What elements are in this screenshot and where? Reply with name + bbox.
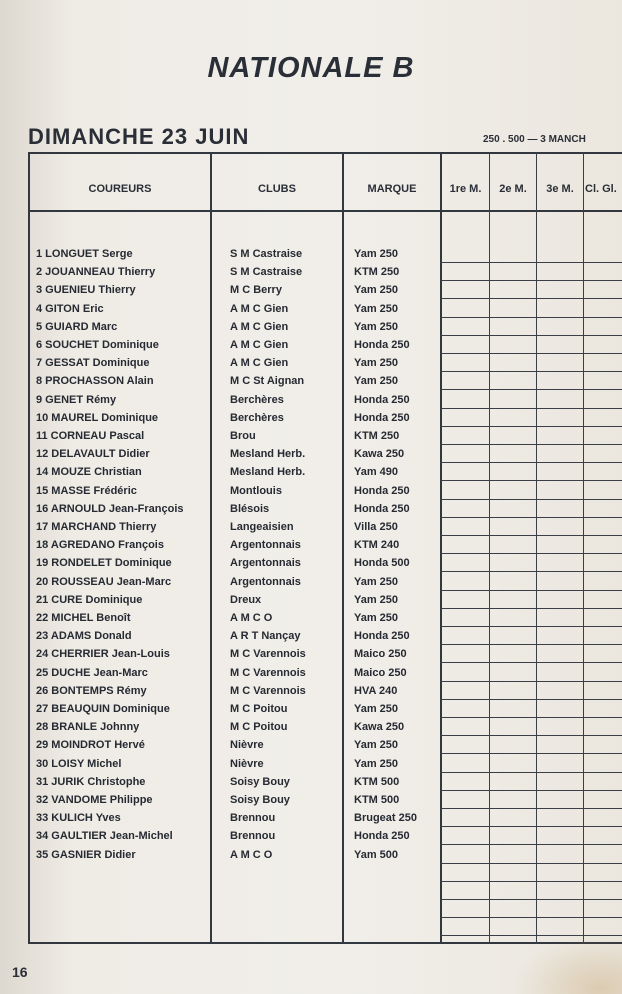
club-name: M C Varennois bbox=[230, 648, 306, 661]
result-grid-line bbox=[440, 826, 622, 827]
table-row bbox=[0, 303, 440, 321]
bike-make: Yam 490 bbox=[354, 466, 399, 479]
rider-name: 24 CHERRIER Jean-Louis bbox=[36, 648, 170, 661]
result-grid-line bbox=[440, 863, 622, 864]
club-name: Soisy Bouy bbox=[230, 775, 290, 788]
club-name: A R T Nançay bbox=[230, 630, 301, 643]
table-row bbox=[0, 703, 440, 721]
col-divider-make bbox=[440, 152, 442, 944]
club-name: S M Castraise bbox=[230, 266, 303, 279]
result-grid-line bbox=[440, 844, 622, 845]
result-grid-line bbox=[440, 353, 622, 354]
rider-name: 34 GAULTIER Jean-Michel bbox=[36, 830, 173, 843]
table-row bbox=[0, 430, 440, 448]
rider-name: 26 BONTEMPS Rémy bbox=[36, 684, 147, 697]
rider-name: 23 ADAMS Donald bbox=[36, 630, 132, 643]
rider-name: 19 RONDELET Dominique bbox=[36, 557, 172, 570]
club-name: A M C Gien bbox=[230, 302, 289, 315]
rider-name: 16 ARNOULD Jean-François bbox=[36, 502, 184, 515]
result-grid-line bbox=[440, 280, 622, 281]
bike-make: Yam 250 bbox=[354, 248, 399, 260]
club-name: A M C Gien bbox=[230, 357, 289, 370]
bike-make: Honda 250 bbox=[354, 830, 410, 843]
club-name: Langeaisien bbox=[230, 521, 294, 533]
table-row bbox=[0, 375, 440, 393]
result-grid-line bbox=[440, 462, 622, 463]
result-grid-line bbox=[440, 662, 622, 663]
bike-make: KTM 500 bbox=[354, 775, 400, 788]
header-divider bbox=[28, 210, 622, 212]
header-make: MARQUE bbox=[367, 183, 417, 195]
club-name: Argentonnais bbox=[230, 539, 301, 552]
bike-make: Kawa 250 bbox=[354, 721, 405, 734]
rider-name: 21 CURE Dominique bbox=[36, 593, 143, 606]
rider-name: 17 MARCHAND Thierry bbox=[36, 521, 157, 533]
table-row bbox=[0, 612, 440, 630]
club-name: M C Varennois bbox=[230, 666, 306, 679]
table-row bbox=[0, 284, 440, 302]
header-overall: Cl. Gl. bbox=[585, 183, 617, 195]
club-name: Brennou bbox=[230, 830, 276, 843]
table-row bbox=[0, 466, 440, 484]
club-name: A M C O bbox=[230, 612, 273, 624]
result-grid-line bbox=[440, 772, 622, 773]
club-name: Berchères bbox=[230, 393, 284, 406]
bike-make: Honda 250 bbox=[354, 484, 410, 497]
event-date: DIMANCHE 23 JUIN bbox=[28, 124, 250, 149]
result-grid-line bbox=[440, 899, 622, 900]
bike-make: Yam 250 bbox=[354, 612, 399, 624]
header-heat3: 3e M. bbox=[546, 183, 574, 195]
result-grid-line bbox=[440, 608, 622, 609]
bike-make: Honda 250 bbox=[354, 630, 410, 643]
bike-make: KTM 250 bbox=[354, 266, 400, 279]
bike-make: Yam 250 bbox=[354, 739, 399, 752]
club-name: Mesland Herb. bbox=[230, 448, 306, 461]
result-grid-line bbox=[440, 790, 622, 791]
table-row bbox=[0, 576, 440, 594]
rider-name: 5 GUIARD Marc bbox=[36, 320, 118, 333]
club-name: M C Varennois bbox=[230, 684, 306, 697]
club-name: Montlouis bbox=[230, 484, 282, 497]
result-grid-line bbox=[440, 517, 622, 518]
result-grid-line bbox=[440, 753, 622, 754]
col-divider-heat3 bbox=[583, 152, 584, 944]
result-grid-line bbox=[440, 317, 622, 318]
result-grid-line bbox=[440, 644, 622, 645]
rider-name: 10 MAUREL Dominique bbox=[36, 411, 159, 424]
rider-name: 6 SOUCHET Dominique bbox=[36, 339, 159, 351]
table-row bbox=[0, 503, 440, 521]
result-grid-line bbox=[440, 571, 622, 572]
table-row bbox=[0, 776, 440, 794]
bike-make: Kawa 250 bbox=[354, 448, 405, 461]
club-name: Dreux bbox=[230, 593, 262, 606]
result-grid-line bbox=[440, 499, 622, 500]
table-row bbox=[0, 557, 440, 575]
club-name: M C Poitou bbox=[230, 721, 288, 734]
rider-name: 2 JOUANNEAU Thierry bbox=[36, 266, 156, 279]
rider-name: 7 GESSAT Dominique bbox=[36, 357, 150, 370]
table-row bbox=[0, 339, 440, 357]
rider-name: 18 AGREDANO François bbox=[36, 539, 164, 552]
bike-make: HVA 240 bbox=[354, 684, 398, 697]
header-clubs: CLUBS bbox=[258, 183, 296, 195]
rider-name: 15 MASSE Frédéric bbox=[36, 484, 137, 497]
rider-name: 14 MOUZE Christian bbox=[36, 466, 142, 479]
table-row bbox=[0, 630, 440, 648]
bike-make: Villa 250 bbox=[354, 521, 398, 533]
club-name: S M Castraise bbox=[230, 248, 303, 260]
result-grid-line bbox=[440, 444, 622, 445]
club-name: A M C O bbox=[230, 848, 273, 861]
rider-name: 20 ROUSSEAU Jean-Marc bbox=[36, 575, 172, 588]
club-name: A M C Gien bbox=[230, 320, 289, 333]
rider-name: 12 DELAVAULT Didier bbox=[36, 448, 150, 461]
rider-name: 1 LONGUET Serge bbox=[36, 248, 133, 260]
result-grid-line bbox=[440, 389, 622, 390]
result-grid-line bbox=[440, 681, 622, 682]
race-format: 250 . 500 — 3 MANCH bbox=[483, 134, 586, 145]
bike-make: Honda 250 bbox=[354, 393, 410, 406]
table-row bbox=[0, 794, 440, 812]
table-row bbox=[0, 685, 440, 703]
bike-make: Maico 250 bbox=[354, 648, 407, 661]
club-name: Mesland Herb. bbox=[230, 466, 306, 479]
rider-name: 4 GITON Eric bbox=[36, 302, 104, 315]
result-grid-line bbox=[440, 735, 622, 736]
paper-stain bbox=[512, 934, 622, 994]
rider-name: 22 MICHEL Benoît bbox=[36, 612, 131, 624]
result-grid-line bbox=[440, 717, 622, 718]
club-name: Blésois bbox=[230, 502, 270, 515]
rider-name: 11 CORNEAU Pascal bbox=[36, 430, 145, 442]
result-grid-line bbox=[440, 553, 622, 554]
result-grid-line bbox=[440, 335, 622, 336]
rider-name: 25 DUCHE Jean-Marc bbox=[36, 666, 148, 679]
col-divider-heat2 bbox=[536, 152, 537, 944]
bike-make: Yam 250 bbox=[354, 302, 399, 315]
bike-make: KTM 240 bbox=[354, 539, 400, 552]
rider-name: 32 VANDOME Philippe bbox=[36, 794, 153, 806]
bike-make: Brugeat 250 bbox=[354, 812, 417, 825]
rider-name: 35 GASNIER Didier bbox=[36, 848, 136, 861]
club-name: Berchères bbox=[230, 411, 284, 424]
bike-make: Yam 250 bbox=[354, 703, 399, 715]
rider-name: 30 LOISY Michel bbox=[36, 757, 122, 770]
table-row bbox=[0, 412, 440, 430]
table-row bbox=[0, 539, 440, 557]
bike-make: Yam 250 bbox=[354, 357, 399, 370]
club-name: Nièvre bbox=[230, 739, 264, 752]
header-heat2: 2e M. bbox=[499, 183, 527, 195]
club-name: Brennou bbox=[230, 812, 276, 825]
result-grid-line bbox=[440, 535, 622, 536]
result-grid-line bbox=[440, 408, 622, 409]
bike-make: KTM 500 bbox=[354, 794, 400, 806]
club-name: Soisy Bouy bbox=[230, 794, 290, 806]
table-row bbox=[0, 521, 440, 539]
result-grid-line bbox=[440, 590, 622, 591]
result-grid-line bbox=[440, 480, 622, 481]
bike-make: Yam 250 bbox=[354, 575, 399, 588]
page-title: NATIONALE B bbox=[207, 52, 415, 84]
bike-make: Yam 250 bbox=[354, 593, 399, 606]
bike-make: Maico 250 bbox=[354, 666, 407, 679]
rider-name: 27 BEAUQUIN Dominique bbox=[36, 703, 170, 715]
table-row bbox=[0, 321, 440, 339]
club-name: Brou bbox=[230, 430, 256, 442]
club-name: M C Poitou bbox=[230, 703, 288, 715]
table-row bbox=[0, 266, 440, 284]
club-name: Argentonnais bbox=[230, 575, 301, 588]
table-row bbox=[0, 758, 440, 776]
result-grid-line bbox=[440, 881, 622, 882]
table-row bbox=[0, 357, 440, 375]
bike-make: Honda 250 bbox=[354, 339, 410, 351]
table-row bbox=[0, 594, 440, 612]
result-grid-line bbox=[440, 371, 622, 372]
bike-make: Honda 250 bbox=[354, 411, 410, 424]
result-grid-line bbox=[440, 699, 622, 700]
bike-make: Honda 250 bbox=[354, 502, 410, 515]
table-row bbox=[0, 849, 440, 867]
header-heat1: 1re M. bbox=[449, 183, 482, 195]
rider-name: 3 GUENIEU Thierry bbox=[36, 284, 136, 297]
table-row bbox=[0, 248, 440, 266]
col-divider-heat1 bbox=[489, 152, 490, 944]
rider-name: 28 BRANLE Johnny bbox=[36, 721, 140, 734]
table-row bbox=[0, 739, 440, 757]
result-grid-line bbox=[440, 626, 622, 627]
header-riders: COUREURS bbox=[88, 183, 152, 195]
rider-name: 31 JURIK Christophe bbox=[36, 775, 146, 788]
club-name: M C Berry bbox=[230, 284, 282, 297]
club-name: Argentonnais bbox=[230, 557, 301, 570]
club-name: M C St Aignan bbox=[230, 375, 305, 388]
bike-make: Yam 250 bbox=[354, 757, 399, 770]
table-row bbox=[0, 812, 440, 830]
table-row bbox=[0, 667, 440, 685]
bike-make: Yam 250 bbox=[354, 320, 399, 333]
bike-make: Yam 250 bbox=[354, 284, 399, 297]
rider-name: 33 KULICH Yves bbox=[36, 812, 121, 825]
table-row bbox=[0, 830, 440, 848]
table-row bbox=[0, 394, 440, 412]
result-grid-line bbox=[440, 426, 622, 427]
result-grid-line bbox=[440, 298, 622, 299]
page-number: 16 bbox=[12, 964, 28, 980]
table-row bbox=[0, 648, 440, 666]
bike-make: Yam 250 bbox=[354, 375, 399, 388]
result-grid-line bbox=[440, 808, 622, 809]
bike-make: Yam 500 bbox=[354, 848, 399, 861]
bike-make: Honda 500 bbox=[354, 557, 410, 570]
rider-name: 29 MOINDROT Hervé bbox=[36, 739, 145, 752]
club-name: Nièvre bbox=[230, 757, 264, 770]
bike-make: KTM 250 bbox=[354, 430, 400, 442]
table-row bbox=[0, 448, 440, 466]
club-name: A M C Gien bbox=[230, 339, 289, 351]
rider-name: 8 PROCHASSON Alain bbox=[36, 375, 154, 388]
rider-name: 9 GENET Rémy bbox=[36, 393, 117, 406]
table-row bbox=[0, 721, 440, 739]
result-grid-line bbox=[440, 917, 622, 918]
table-row bbox=[0, 485, 440, 503]
result-grid-line bbox=[440, 262, 622, 263]
